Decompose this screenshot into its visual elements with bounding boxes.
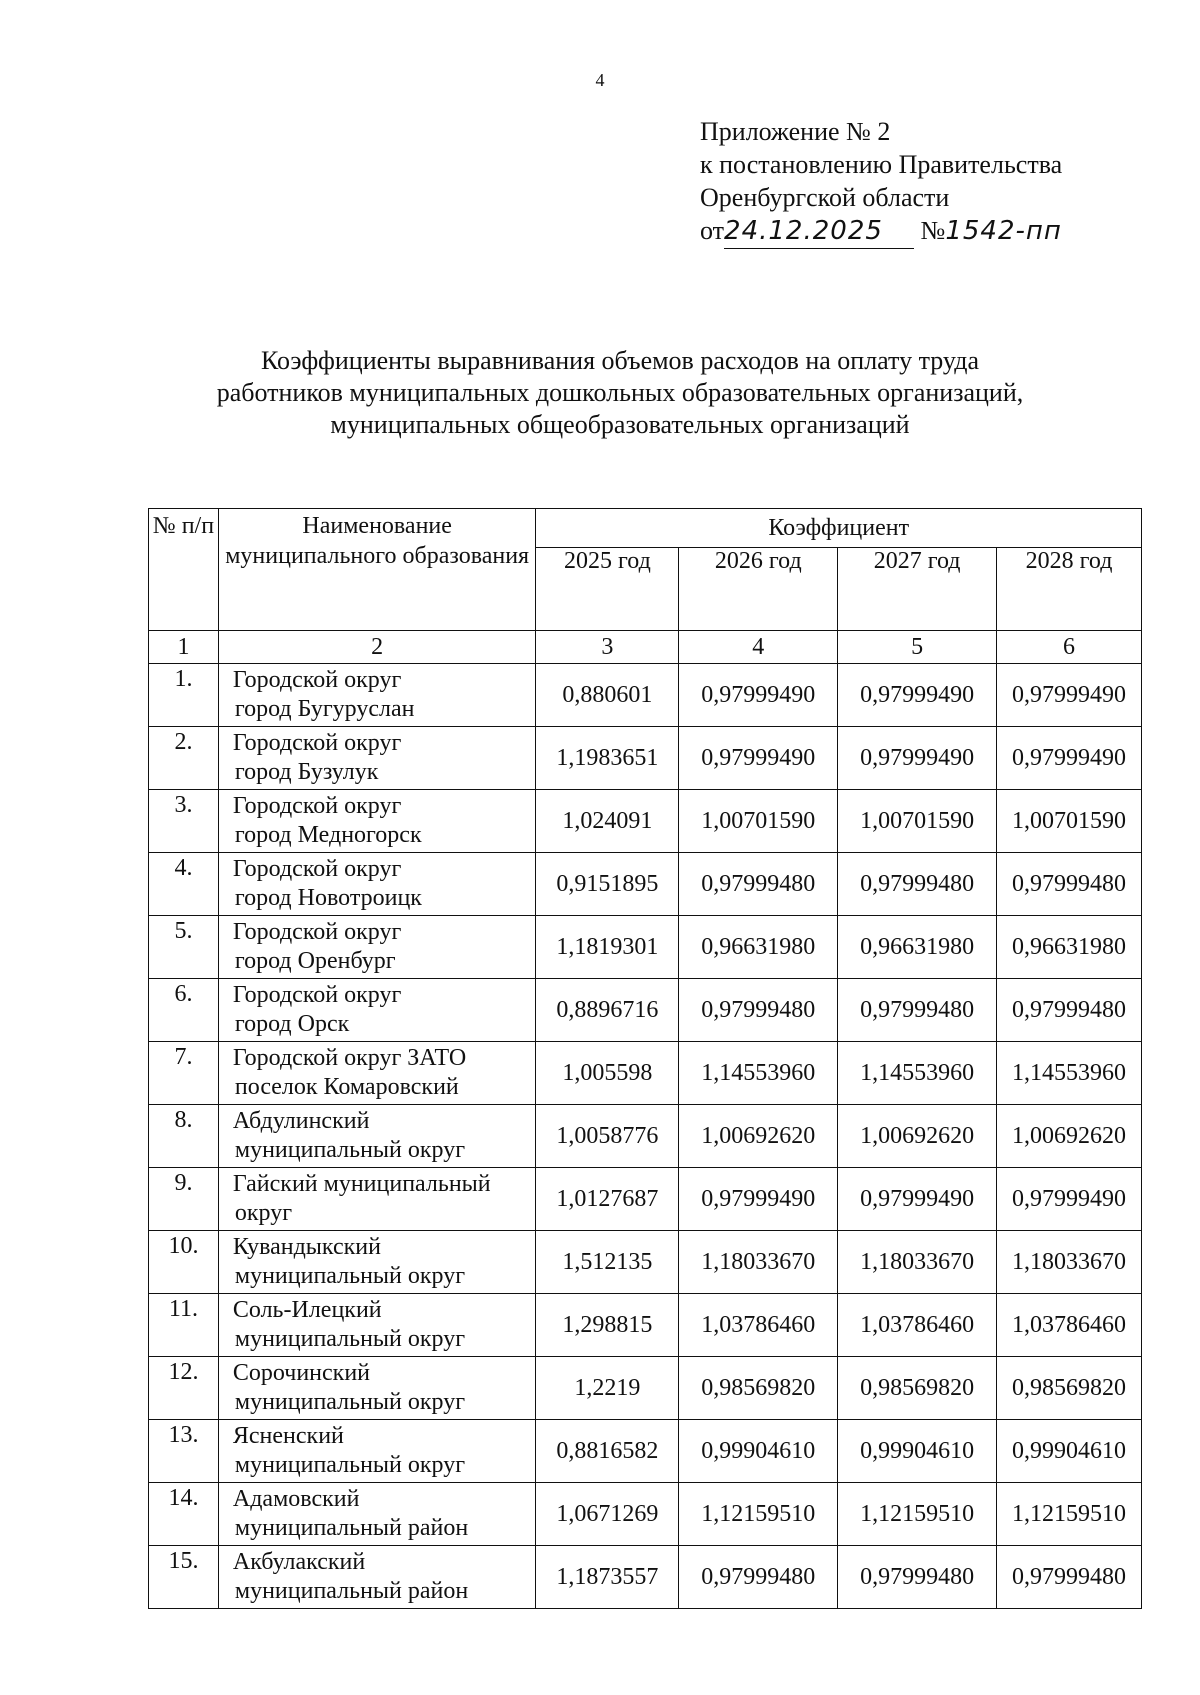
coefficient-2028: 0,97999490 (997, 1168, 1142, 1231)
coefficient-2028: 1,00692620 (997, 1105, 1142, 1168)
municipality-name (218, 853, 536, 916)
row-number: 11. (149, 1294, 219, 1357)
municipality-name-line-1: Городской округ (232, 793, 402, 819)
document-title (150, 345, 1090, 441)
row-number: 12. (149, 1357, 219, 1420)
coefficient-2025: 0,8816582 (536, 1420, 679, 1483)
municipality-name (218, 979, 536, 1042)
col-number: 1 (149, 631, 219, 664)
coefficient-2026: 1,14553960 (679, 1042, 838, 1105)
municipality-name-line-2: муниципальный район (234, 1578, 469, 1604)
table-row (149, 1231, 1142, 1294)
coefficient-2025: 1,024091 (536, 790, 679, 853)
coefficient-2025: 1,1983651 (536, 727, 679, 790)
col-number: 5 (838, 631, 997, 664)
number-label: № (920, 216, 946, 245)
table-row (149, 790, 1142, 853)
coefficient-2028: 0,99904610 (997, 1420, 1142, 1483)
header-num: № п/п (149, 509, 219, 631)
municipality-name-line-1: Городской округ (232, 982, 402, 1008)
coefficient-2026: 0,97999480 (679, 1546, 838, 1609)
coefficient-2027: 1,12159510 (838, 1483, 997, 1546)
coefficient-2025: 1,0058776 (536, 1105, 679, 1168)
coefficient-2028: 0,97999480 (997, 1546, 1142, 1609)
municipality-name-line-1: Акбулакский (232, 1549, 366, 1575)
coefficient-2025: 1,005598 (536, 1042, 679, 1105)
header-year-2026: 2026 год (679, 548, 838, 631)
table-row (149, 916, 1142, 979)
municipality-name-line-1: Кувандыкский (232, 1234, 381, 1260)
coefficient-2027: 0,97999480 (838, 853, 997, 916)
municipality-name-line-2: город Новотроицк (234, 885, 422, 911)
municipality-name-line-1: Ясненский (232, 1423, 344, 1449)
header-row-1 (149, 509, 1142, 548)
municipality-name-line-2: город Бугуруслан (234, 696, 415, 722)
row-number: 6. (149, 979, 219, 1042)
row-number: 4. (149, 853, 219, 916)
title-line-2: работников муниципальных дошкольных образовательных организаций, (216, 378, 1024, 407)
municipality-name-line-1: Соль-Илецкий (232, 1297, 382, 1323)
row-number: 8. (149, 1105, 219, 1168)
column-number-row (149, 631, 1142, 664)
municipality-name-line-2: округ (234, 1200, 293, 1226)
municipality-name-line-1: Сорочинский (232, 1360, 371, 1386)
municipality-name-line-1: Городской округ ЗАТО (232, 1045, 467, 1071)
coefficient-2026: 0,97999480 (679, 979, 838, 1042)
coefficient-2027: 1,03786460 (838, 1294, 997, 1357)
coefficient-2026: 1,18033670 (679, 1231, 838, 1294)
appendix-line-2: к постановлению Правительства (700, 150, 1063, 179)
coefficient-2028: 1,00701590 (997, 790, 1142, 853)
table-row (149, 1357, 1142, 1420)
coefficient-2025: 1,2219 (536, 1357, 679, 1420)
municipality-name-line-2: муниципальный округ (234, 1326, 466, 1352)
coefficient-2028: 0,97999480 (997, 853, 1142, 916)
header-name: Наименование муниципального образования (218, 509, 536, 631)
table-row (149, 1105, 1142, 1168)
row-number: 10. (149, 1231, 219, 1294)
coefficient-2027: 1,18033670 (838, 1231, 997, 1294)
appendix-line-3: Оренбургской области (700, 183, 950, 212)
municipality-name-line-2: город Медногорск (234, 822, 422, 848)
appendix-header (700, 115, 1085, 249)
title-line-1: Коэффициенты выравнивания объемов расходов на оплату труда (260, 346, 980, 375)
coefficient-2026: 1,12159510 (679, 1483, 838, 1546)
coefficient-2027: 0,98569820 (838, 1357, 997, 1420)
header-year-2028: 2028 год (997, 548, 1142, 631)
table-row (149, 1294, 1142, 1357)
table-body (149, 664, 1142, 1609)
coefficient-2028: 0,97999490 (997, 727, 1142, 790)
coefficients-table (148, 508, 1142, 1609)
coefficient-2026: 1,00701590 (679, 790, 838, 853)
table-row (149, 727, 1142, 790)
col-number: 6 (997, 631, 1142, 664)
col-number: 2 (218, 631, 536, 664)
municipality-name (218, 1042, 536, 1105)
municipality-name (218, 1357, 536, 1420)
header-year-2025: 2025 год (536, 548, 679, 631)
coefficient-2026: 0,98569820 (679, 1357, 838, 1420)
appendix-date-line (700, 214, 1085, 249)
municipality-name-line-2: город Оренбург (234, 948, 396, 974)
coefficient-2025: 1,1873557 (536, 1546, 679, 1609)
header-year-2027: 2027 год (838, 548, 997, 631)
page-number: 4 (595, 70, 605, 90)
municipality-name-line-2: муниципальный округ (234, 1452, 466, 1478)
coefficient-2027: 0,99904610 (838, 1420, 997, 1483)
coefficient-2026: 0,97999490 (679, 1168, 838, 1231)
coefficient-2028: 0,98569820 (997, 1357, 1142, 1420)
table-row (149, 853, 1142, 916)
municipality-name (218, 1483, 536, 1546)
row-number: 9. (149, 1168, 219, 1231)
municipality-name (218, 1420, 536, 1483)
coefficient-2028: 0,97999480 (997, 979, 1142, 1042)
appendix-line-1: Приложение № 2 (700, 117, 891, 146)
row-number: 2. (149, 727, 219, 790)
municipality-name-line-2: поселок Комаровский (234, 1074, 459, 1100)
municipality-name (218, 1168, 536, 1231)
coefficient-2028: 0,96631980 (997, 916, 1142, 979)
row-number: 1. (149, 664, 219, 727)
coefficient-2027: 1,00701590 (838, 790, 997, 853)
municipality-name-line-2: муниципальный округ (234, 1263, 466, 1289)
coefficient-2025: 0,880601 (536, 664, 679, 727)
coefficient-2026: 1,03786460 (679, 1294, 838, 1357)
municipality-name-line-2: муниципальный округ (234, 1389, 466, 1415)
municipality-name-line-1: Абдулинский (232, 1108, 370, 1134)
municipality-name-line-2: город Орск (234, 1011, 350, 1037)
coefficient-2028: 1,14553960 (997, 1042, 1142, 1105)
municipality-name-line-2: муниципальный район (234, 1515, 469, 1541)
coefficient-2025: 1,1819301 (536, 916, 679, 979)
title-line-3: муниципальных общеобразовательных организаций (330, 410, 910, 439)
municipality-name (218, 916, 536, 979)
coefficient-2026: 0,97999490 (679, 664, 838, 727)
municipality-name (218, 727, 536, 790)
municipality-name-line-1: Городской округ (232, 856, 402, 882)
municipality-name-line-1: Городской округ (232, 919, 402, 945)
municipality-name-line-2: муниципальный округ (234, 1137, 466, 1163)
table-row (149, 1168, 1142, 1231)
coefficient-2025: 1,0671269 (536, 1483, 679, 1546)
municipality-name-line-2: город Бузулук (234, 759, 379, 785)
table-row (149, 1420, 1142, 1483)
municipality-name-line-1: Адамовский (232, 1486, 360, 1512)
table-row (149, 979, 1142, 1042)
municipality-name (218, 1546, 536, 1609)
row-number: 7. (149, 1042, 219, 1105)
col-number: 3 (536, 631, 679, 664)
coefficient-2027: 0,96631980 (838, 916, 997, 979)
table-row (149, 664, 1142, 727)
table-row (149, 1546, 1142, 1609)
municipality-name (218, 790, 536, 853)
table-row (149, 1042, 1142, 1105)
coefficient-2027: 0,97999480 (838, 979, 997, 1042)
coefficient-2025: 1,298815 (536, 1294, 679, 1357)
coefficient-2026: 0,97999480 (679, 853, 838, 916)
municipality-name-line-1: Городской округ (232, 730, 402, 756)
row-number: 15. (149, 1546, 219, 1609)
municipality-name-line-1: Гайский муниципальный (232, 1171, 491, 1197)
row-number: 13. (149, 1420, 219, 1483)
coefficient-2027: 0,97999490 (838, 664, 997, 727)
coefficient-2025: 0,8896716 (536, 979, 679, 1042)
coefficient-2027: 0,97999490 (838, 727, 997, 790)
municipality-name (218, 1105, 536, 1168)
municipality-name (218, 1294, 536, 1357)
handwritten-date: 24.12.2025 (724, 215, 914, 249)
coefficient-2028: 0,97999490 (997, 664, 1142, 727)
table-row (149, 1483, 1142, 1546)
coefficient-2028: 1,03786460 (997, 1294, 1142, 1357)
col-number: 4 (679, 631, 838, 664)
coefficient-2027: 1,00692620 (838, 1105, 997, 1168)
coefficient-2028: 1,12159510 (997, 1483, 1142, 1546)
municipality-name-line-1: Городской округ (232, 667, 402, 693)
coefficient-2025: 1,0127687 (536, 1168, 679, 1231)
row-number: 5. (149, 916, 219, 979)
coefficient-2027: 0,97999480 (838, 1546, 997, 1609)
row-number: 14. (149, 1483, 219, 1546)
from-label: от (700, 216, 725, 245)
header-coefficient: Коэффициент (536, 509, 1142, 548)
municipality-name (218, 1231, 536, 1294)
coefficient-2025: 0,9151895 (536, 853, 679, 916)
row-number: 3. (149, 790, 219, 853)
handwritten-number: 1542-пп (945, 216, 1062, 246)
coefficient-2027: 0,97999490 (838, 1168, 997, 1231)
coefficient-2027: 1,14553960 (838, 1042, 997, 1105)
coefficient-2026: 0,97999490 (679, 727, 838, 790)
municipality-name (218, 664, 536, 727)
coefficient-2025: 1,512135 (536, 1231, 679, 1294)
coefficient-2026: 0,99904610 (679, 1420, 838, 1483)
coefficient-2026: 1,00692620 (679, 1105, 838, 1168)
coefficient-2028: 1,18033670 (997, 1231, 1142, 1294)
coefficient-2026: 0,96631980 (679, 916, 838, 979)
